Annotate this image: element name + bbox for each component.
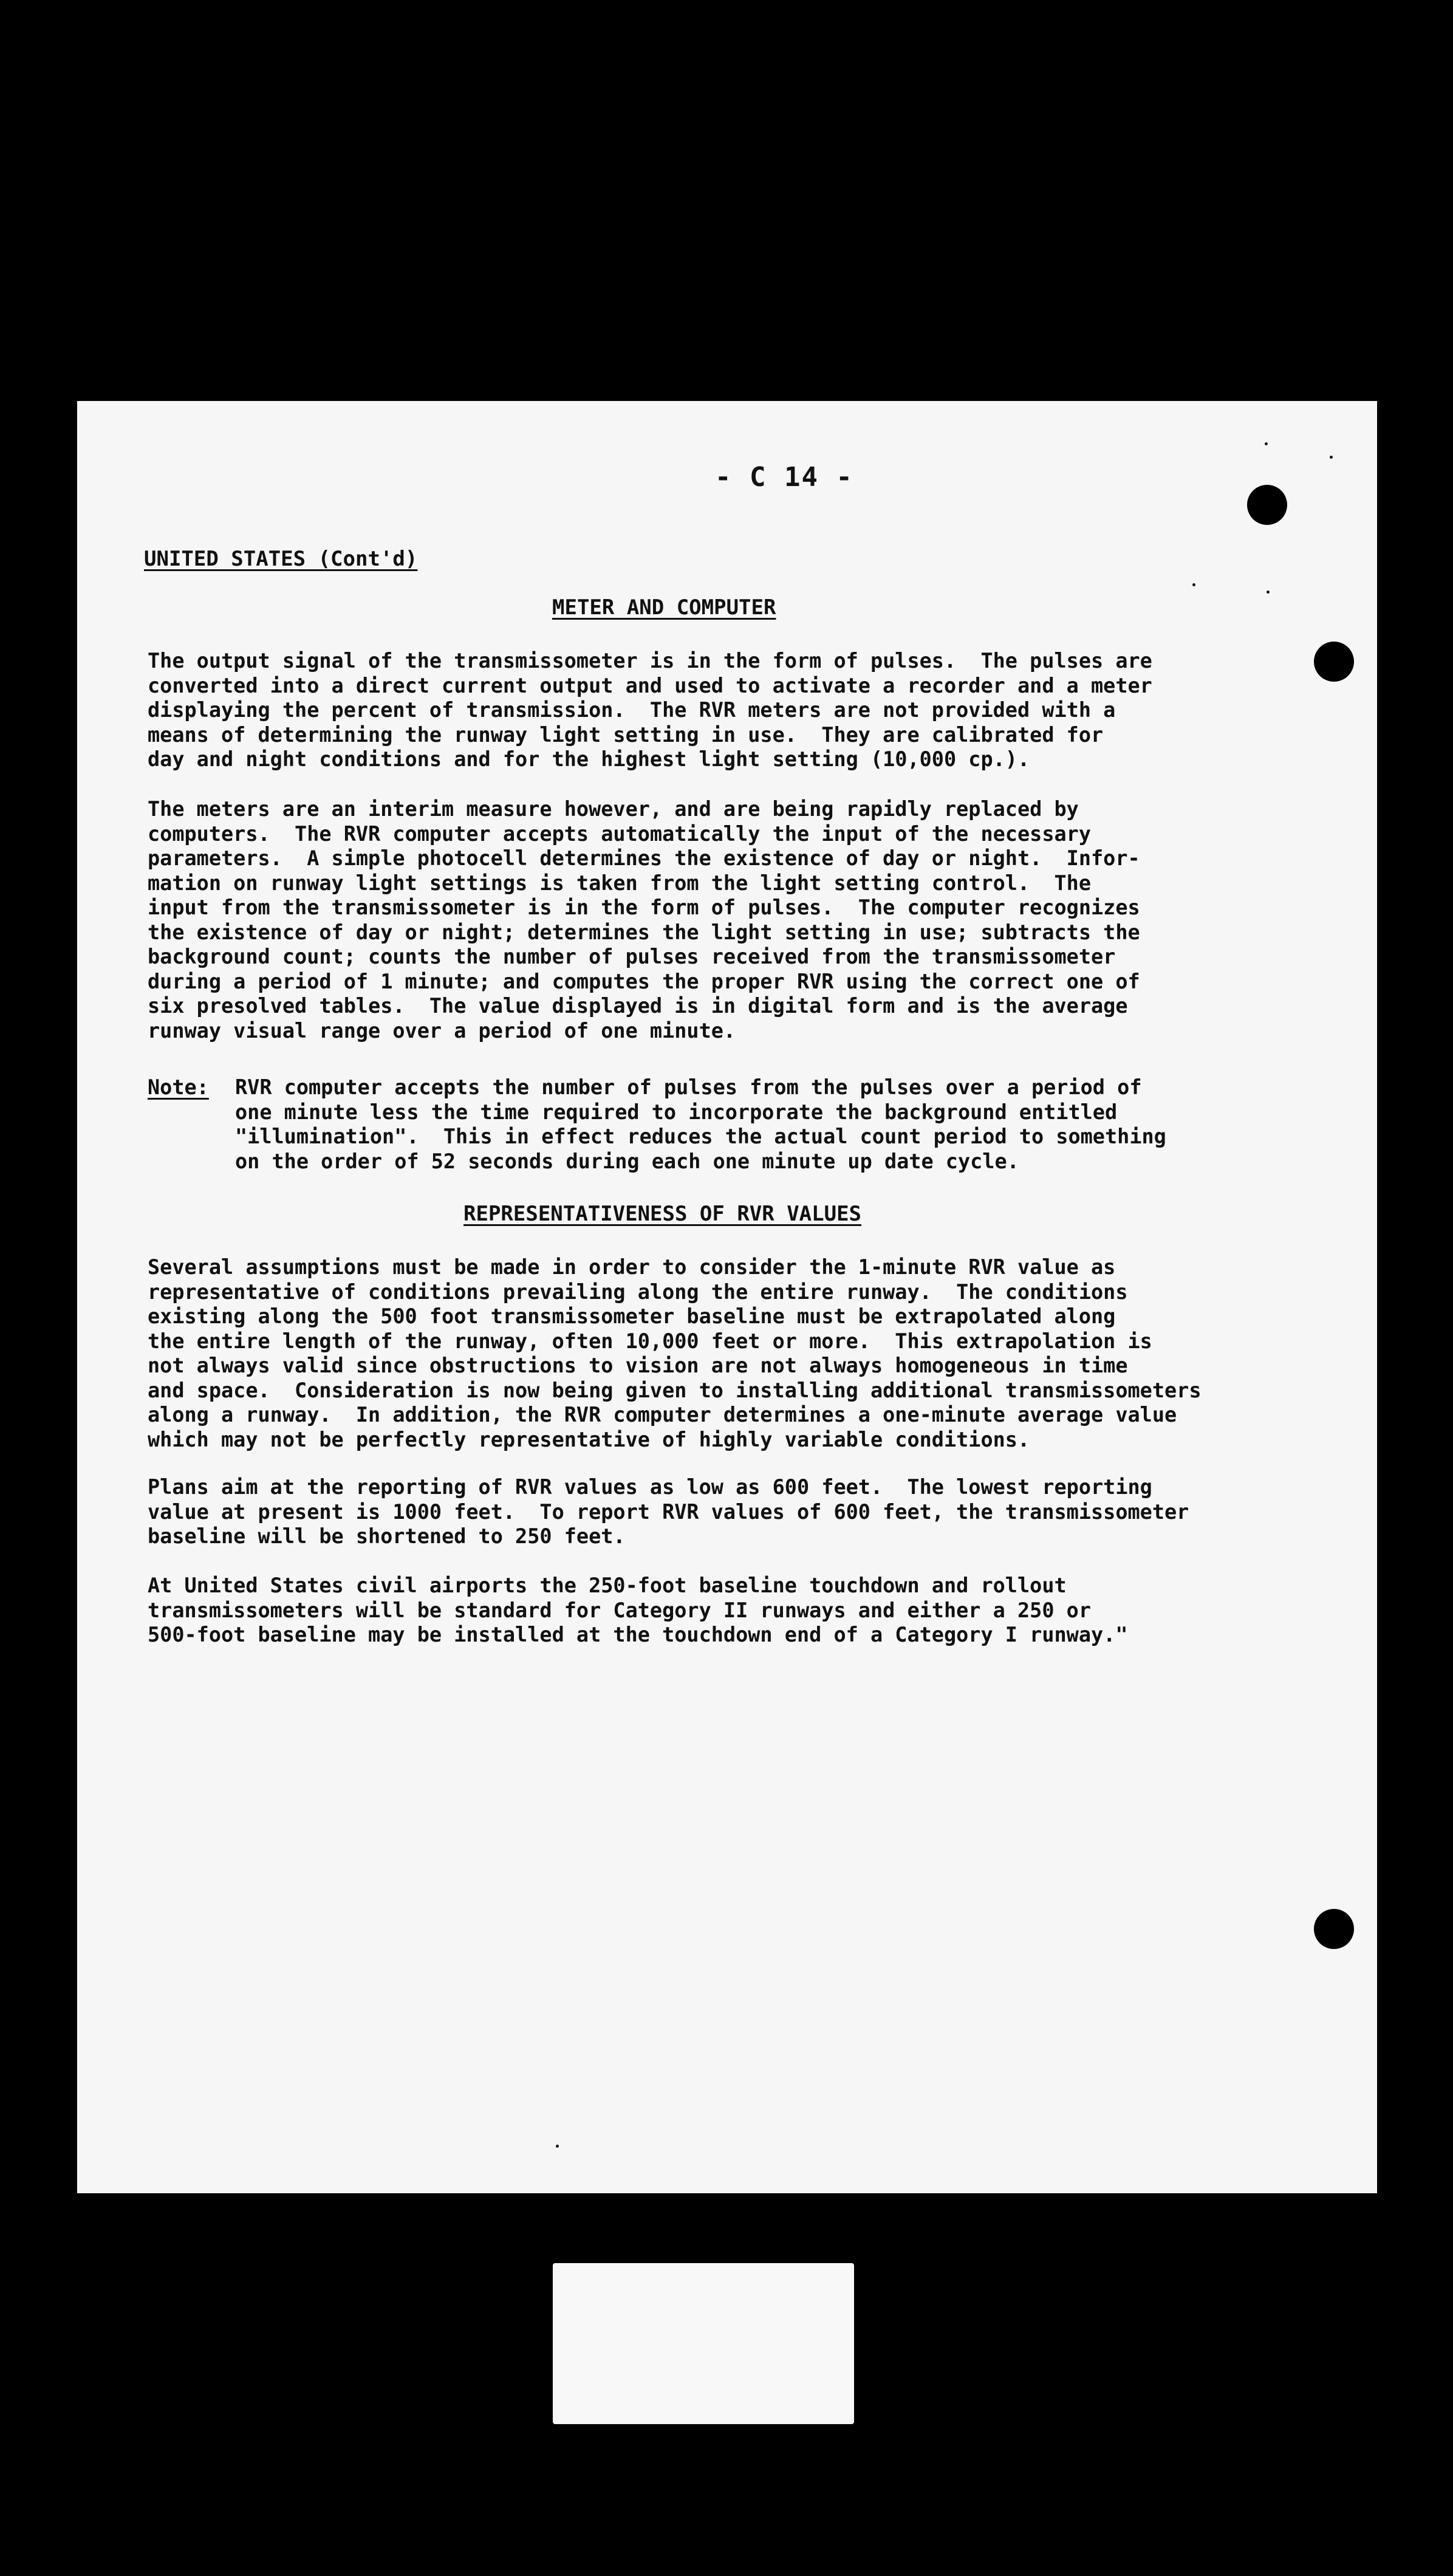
paragraph-output-signal: The output signal of the transmissometer is in the form of pulses. The pulses are converted into a direct current output and used to activate a recorder and a meter displaying the percent of transmission. The RVR meters are not provided with a means of determining the runway light setting in use. They are calibrated for day and night conditions and for the highest light setting (10,000 cp.). [148,649,1152,771]
paragraph-meters-interim: The meters are an interim measure however, and are being rapidly replaced by computers. The RVR computer accepts automatically the input of the necessary parameters. A simple photocell determines the existence of day or night. Infor- mation on runway light settings is taken from the light setting control. The input from the transmissometer is in the form of pulses. The computer recognizes the existence of day or night; determines the light setting in use; subtracts the background count; counts the number of pulses received from the transmissometer during a period of 1 minute; and computes the proper RVR using the correct one of six presolved tables. The value displayed is in digital form and is the average runway visual range over a period of one minute. [148,797,1140,1043]
section-heading-meter-and-computer: METER AND COMPUTER [552,595,776,620]
speck [556,2145,559,2148]
paragraph-plans: Plans aim at the reporting of RVR values as low as 600 feet. The lowest reporting value at present is 1000 feet. To report RVR values of 600 feet, the transmissometer baseline will be shortened to 250 feet. [148,1475,1189,1548]
note-body: RVR computer accepts the number of pulses from the pulses over a period of one minute less the time required to incorporate the background entitled "illumination". This in effect reduces the actual count period to something on the order of 52 seconds during each one minute up date cycle. [235,1075,1166,1173]
punch-hole-middle [1314,642,1354,682]
note-label: Note: [148,1075,209,1099]
speck [1192,583,1195,586]
speck [1330,456,1333,459]
section-heading-representativeness: REPRESENTATIVENESS OF RVR VALUES [463,1202,862,1226]
punch-hole-bottom [1314,1909,1354,1949]
white-label-tab [553,2263,854,2424]
speck [1267,591,1270,594]
paragraph-civil-airports: At United States civil airports the 250-foot baseline touchdown and rollout transmissometers will be standard for Category II runways and either a 250 or 500-foot baseline may be installed at the touchdown end of a Category I runway." [148,1574,1128,1646]
page-number: - C 14 - [715,462,853,493]
paragraph-assumptions: Several assumptions must be made in order to consider the 1-minute RVR value as representative of conditions prevailing along the entire runway. The conditions existing along the 500 foot transmissometer baseline must be extrapolated along the entire length of the runway, often 10,000 feet or more. This extrapolation is not always valid since obstructions to vision are not always homogeneous in time and space. Consideration is now being given to installing additional transmissometers along a runway. In addition, the RVR computer determines a one-minute average value which may not be perfectly representative of highly variable conditions. [148,1255,1202,1451]
country-heading: UNITED STATES (Cont'd) [144,547,418,571]
document-page [77,401,1377,2193]
speck [1265,442,1268,445]
punch-hole-top [1247,485,1287,525]
